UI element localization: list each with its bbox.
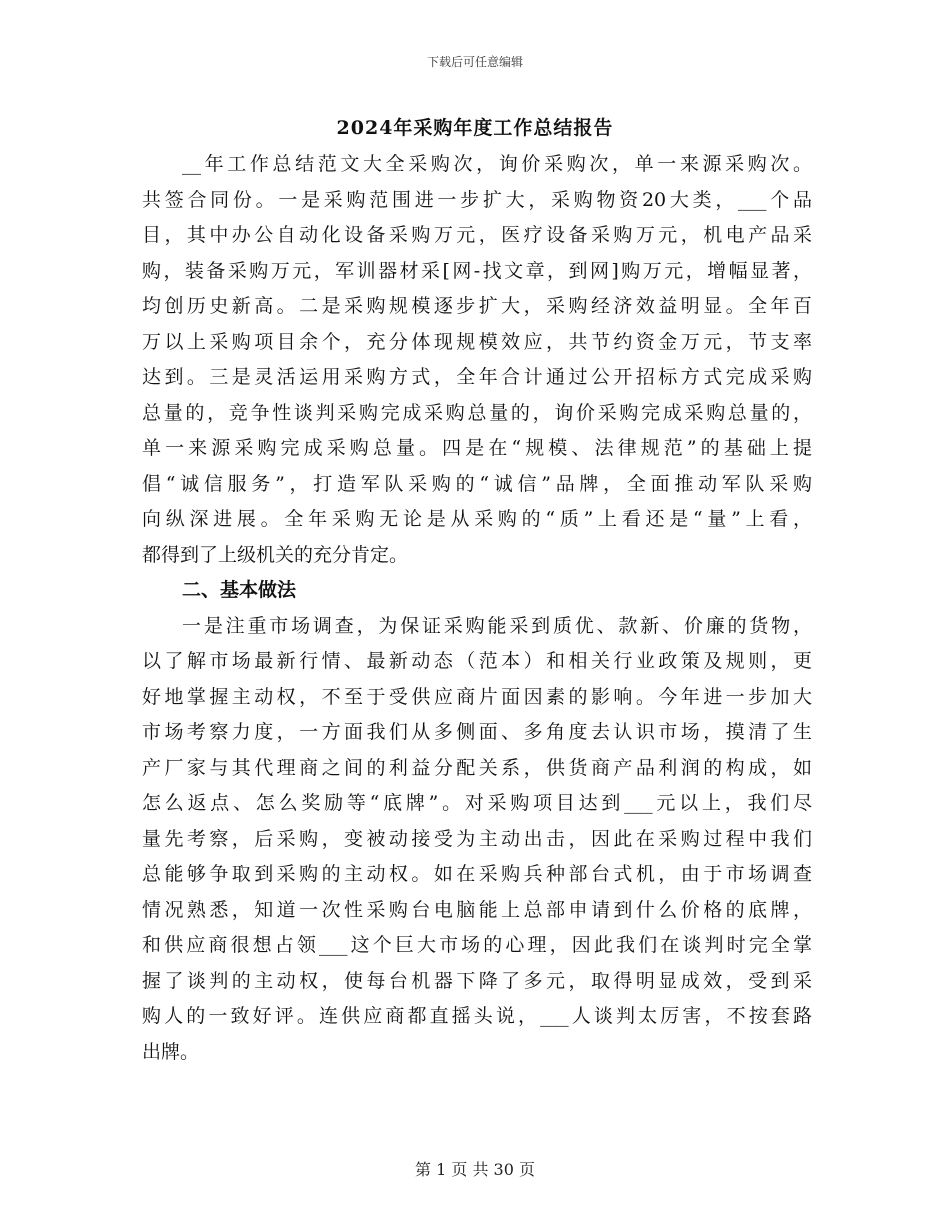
paragraph-line: 都得到了上级机关的充分肯定。 xyxy=(142,543,409,566)
paragraph-line: 产厂家与其代理商之间的利益分配关系，供货商产品利润的构成，如 xyxy=(142,756,812,779)
paragraph-line: 共签合同份。一是采购范围进一步扩大，采购物资20大类，___个品 xyxy=(142,188,812,211)
paragraph-line: 和供应商很想占领___这个巨大市场的心理，因此我们在谈判时完全掌 xyxy=(142,934,812,956)
paragraph-line: 单一来源采购完成采购总量。四是在“规模、法律规范”的基础上提 xyxy=(142,437,812,459)
paragraph-line: 总量的，竞争性谈判采购完成采购总量的，询价采购完成采购总量的， xyxy=(142,401,812,424)
document-body xyxy=(142,147,812,1070)
paragraph-line: 达到。三是灵活运用采购方式，全年合计通过公开招标方式完成采购 xyxy=(142,366,812,388)
paragraph-line: 以了解市场最新行情、最新动态（范本）和相关行业政策及规则，更 xyxy=(142,650,812,672)
document-title: 2024年采购年度工作总结报告 xyxy=(336,117,614,139)
paragraph-line: 一是注重市场调查，为保证采购能采到质优、款新、价廉的货物， xyxy=(182,614,812,637)
paragraph-line: 倡“诚信服务”，打造军队采购的“诚信”品牌，全面推动军队采购 xyxy=(142,472,812,495)
paragraph-line: 好地掌握主动权，不至于受供应商片面因素的影响。今年进一步加大 xyxy=(142,685,812,708)
paragraph-line: 购人的一致好评。连供应商都直摇头说，___人谈判太厉害，不按套路 xyxy=(142,1005,812,1027)
paragraph-line: 握了谈判的主动权，使每台机器下降了多元，取得明显成效，受到采 xyxy=(142,969,812,992)
paragraph-line: __年工作总结范文大全采购次，询价采购次，单一来源采购次。 xyxy=(182,153,812,175)
paragraph-line: 市场考察力度，一方面我们从多侧面、多角度去认识市场，摸清了生 xyxy=(142,721,812,743)
paragraph-line: 购，装备采购万元，军训器材采[网-找文章，到网]购万元，增幅显著， xyxy=(142,259,812,282)
paragraph-line: 量先考察，后采购，变被动接受为主动出击，因此在采购过程中我们 xyxy=(142,827,812,850)
paragraph-line: 怎么返点、怎么奖励等“底牌”。对采购项目达到___元以上，我们尽 xyxy=(142,792,812,814)
paragraph-line: 均创历史新高。二是采购规模逐步扩大，采购经济效益明显。全年百 xyxy=(142,295,812,317)
paragraph-line: 万以上采购项目余个，充分体现规模效应，共节约资金万元，节支率 xyxy=(142,330,812,353)
paragraph-line: 出牌。 xyxy=(142,1040,200,1063)
paragraph-line: 目，其中办公自动化设备采购万元，医疗设备采购万元，机电产品采 xyxy=(142,224,812,246)
paragraph-line: 情况熟悉，知道一次性采购台电脑能上总部申请到什么价格的底牌， xyxy=(142,898,812,921)
section-heading: 二、基本做法 xyxy=(182,579,297,601)
paragraph-line: 总能够争取到采购的主动权。如在采购兵种部台式机，由于市场调查 xyxy=(142,863,812,885)
paragraph-line: 向纵深进展。全年采购无论是从采购的“质”上看还是“量”上看， xyxy=(142,508,812,530)
header-note: 下载后可任意编辑 xyxy=(426,55,523,69)
page-footer: 第 1 页 共 30 页 xyxy=(415,1160,535,1179)
